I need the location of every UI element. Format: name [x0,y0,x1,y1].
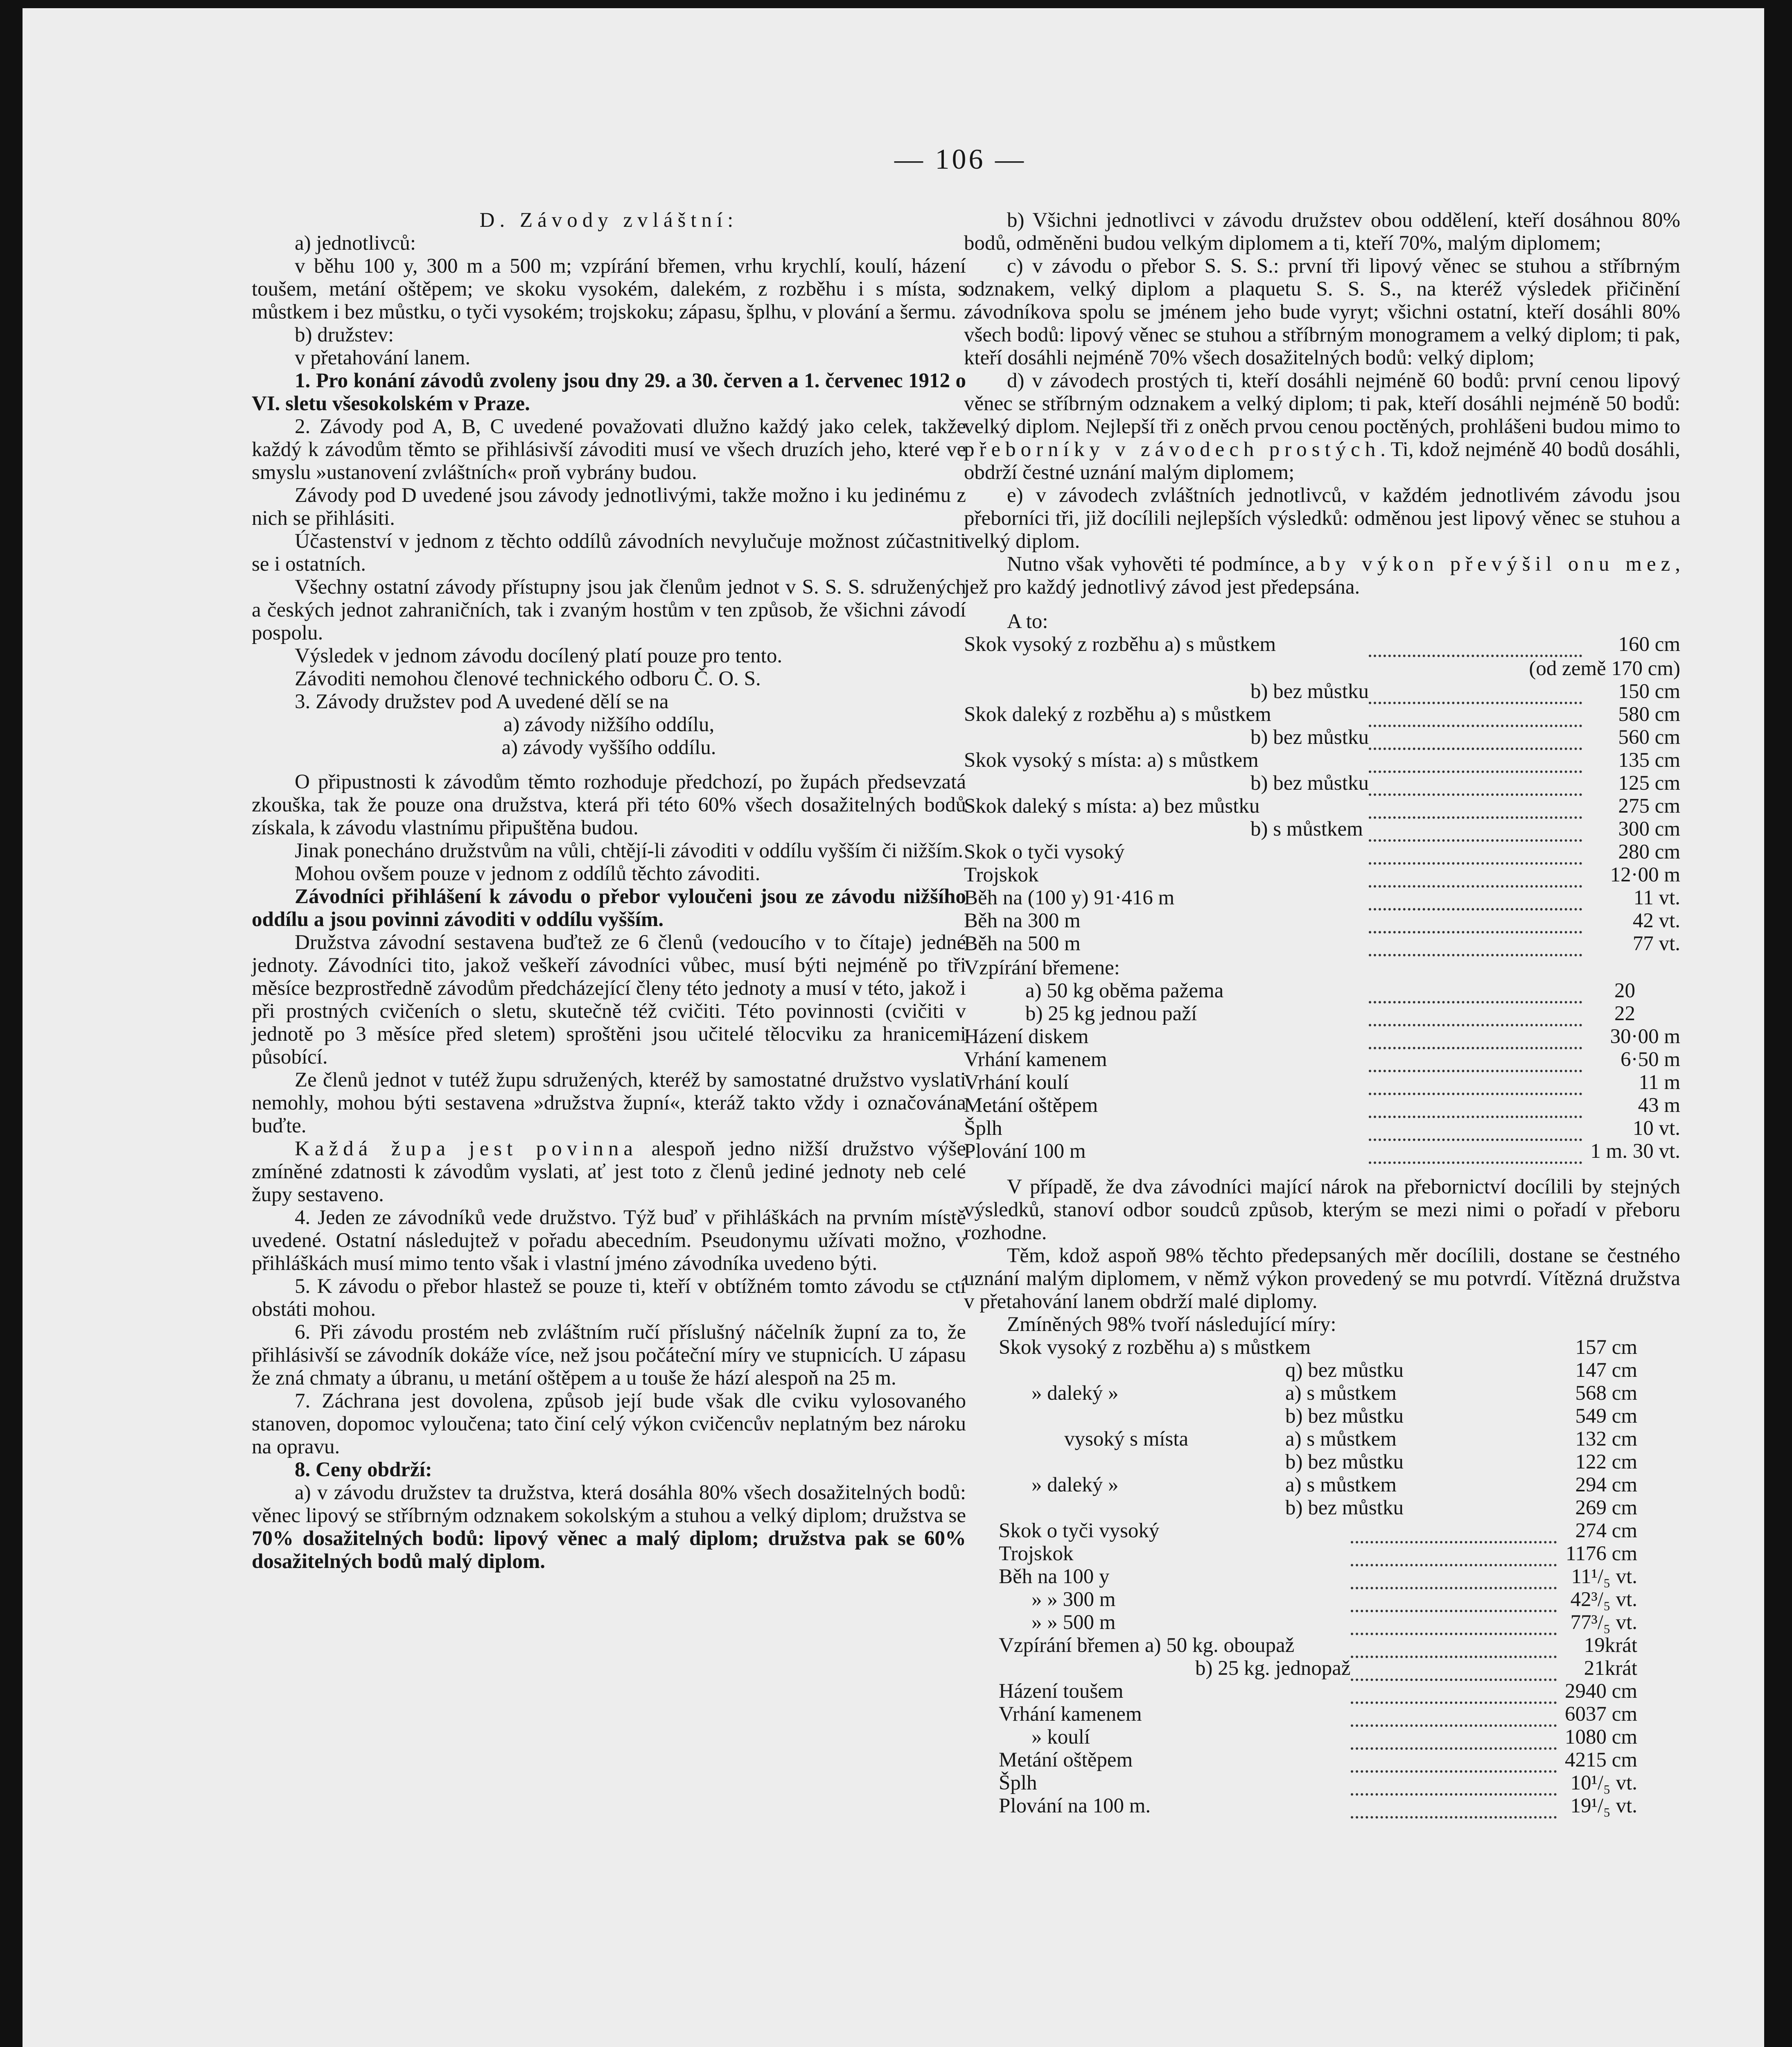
left-column [252,209,966,1573]
table-row [999,1634,1637,1657]
table-cell: Plování 100 m [964,1140,1086,1163]
table-cell-value: 157 cm [1575,1336,1637,1359]
table-cell: Vrhání kamenem [964,1048,1107,1071]
table-cell-value: 150 cm [1618,680,1680,703]
table-cell: » » 500 m [1031,1611,1116,1634]
paragraph: e) v závodech zvláštních jednotlivců, v každém jednotlivém závodu jsou přeborníci tři, již docílili nejlepších výsledků: odměnou jest lipový věnec se stuhou a velký diplom. [964,484,1680,553]
table-cell: b) 25 kg. jednopaž [1195,1657,1351,1680]
paragraph: c) v závodu o přebor S. S. S.: první tři lipový věnec se stuhou a stříbrným odznakem, velký diplom a plaquetu S. S. S., na kteréž výsledek přičinění závodníkova spolu se jménem jeho bude vyryt; všichni ostatní, kteří dosáhli 80% všech bodů: lipový věnec se stuhou a stříbrným monogramem a velký diplom; ti pak, kteří dosáhli nejméně 70% všech dosažitelných bodů: velký diplom; [964,255,1680,369]
table-cell: Házení toušem [999,1680,1124,1703]
paragraph-text: . Ti, kdož nejméně 40 bodů dosáhli, obdrží čestné uznání malým diplomem; [964,438,1680,484]
table-cell-value: 19krát [1584,1634,1637,1657]
table-cell-value: 580 cm [1618,703,1680,726]
table-row [964,1025,1680,1048]
paragraph: A to: [1007,610,1048,633]
table-cell-value: 20 [1614,979,1635,1002]
table-cell: » » 300 m [1031,1588,1116,1611]
table-cell-value: 122 cm [1575,1451,1637,1473]
table-cell-value: 42³/₅ vt. [1570,1588,1637,1611]
table-row [964,818,1680,840]
table-cell: Vrhání koulí [964,1071,1069,1094]
table-row [964,979,1680,1002]
row-label: vysoký s místa [1064,1428,1189,1451]
table-cell: Skok o tyči vysoký [964,840,1125,863]
table-cell: » koulí [1031,1726,1090,1749]
row-sublabel: a) s můstkem [1285,1382,1397,1405]
table-row [999,1726,1637,1749]
table-row [999,1382,1637,1405]
table-cell-value: 30·00 m [1610,1025,1680,1048]
table-row [964,1140,1680,1163]
table-cell: Vzpírání břemene: [964,956,1120,979]
table-cell-value: 269 cm [1575,1496,1637,1519]
spaced-text: Každá župa jest povinna [295,1137,638,1160]
paragraph: Všechny ostatní závody přístupny jsou jak členům jednot v S. S. S. sdružených a českých jednot zahraničních, tak i zvaným hostům v ten způsob, že všichni závodí pospolu. [252,576,966,644]
spaced-text: přeborníky v závodech prostých [964,438,1381,461]
paragraph: V případě, že dva závodníci mající nárok na přebornictví docílili by stejných výsledků, stanoví odbor soudců způsob, kterým se mezi nimi o pořadí v přeboru rozhodne. [964,1175,1680,1244]
paragraph: Jinak ponecháno družstvům na vůli, chtějí-li závoditi v oddílu vyšším či nižším. [295,839,964,862]
table-cell: Skok vysoký z rozběhu a) s můstkem [964,633,1276,656]
table-cell-value: 274 cm [1575,1519,1637,1542]
table-row [999,1336,1637,1359]
table-row [999,1588,1637,1611]
percent98-table [999,1336,1637,1519]
table-cell-value: 77 vt. [1632,932,1680,955]
table-row [999,1428,1637,1451]
table-cell: Vrhání kamenem [999,1703,1142,1726]
paragraph: Zmíněných 98% tvoří následující míry: [1007,1313,1336,1336]
row-label: » daleký » [1031,1382,1119,1405]
paragraph: 5. K závodu o přebor hlastež se pouze ti, kteří v obtížném tomto závodu se ctí obstáti mohou. [252,1275,966,1321]
paragraph: Závoditi nemohou členové technického odboru Č. O. S. [295,667,761,690]
table-cell-value: 2940 cm [1564,1680,1637,1703]
table-row [999,1703,1637,1726]
table-cell-value: 549 cm [1575,1405,1637,1428]
paragraph: 4. Jeden ze závodníků vede družstvo. Týž buď v přihláškách na prvním místě uvedené. Ostatní následujtež v pořadu abecedním. Pseudonymu užívati možno, v přihláškách musí mimo tento však i vlastní jméno závodníka uvedeno býti. [252,1206,966,1275]
table-cell [999,1428,1543,1451]
paragraph: Těm, kdož aspoň 98% těchto předepsaných měr docílili, dostane se čestného uznání malým diplomem, v němž výkon provedený se mu potvrdí. Vítězná družstva v přetahování lanem obdrží malé diplomy. [964,1244,1680,1313]
table-cell-value: 11¹/₅ vt. [1571,1565,1637,1588]
table-row [964,772,1680,795]
table-row [999,1771,1637,1794]
table-cell [999,1473,1543,1496]
table-cell-value: 560 cm [1618,726,1680,749]
table-cell-value: 1 m. 30 vt. [1590,1140,1680,1163]
table-row [999,1657,1637,1680]
table-row [964,726,1680,749]
table-cell-value: 10 vt. [1632,1117,1680,1140]
table-row [999,1359,1637,1382]
table-cell: b) bez můstku [1250,772,1369,795]
paragraph: 8. Ceny obdrží: [295,1458,432,1481]
subheading-teams: b) družstev: [295,323,394,346]
table-row [964,886,1680,909]
percent98-table-dotted [999,1519,1637,1819]
right-column [964,209,1680,1819]
paragraph-text: , jež pro každý jednotlivý závod jest předepsána. [964,553,1680,599]
paragraph-emphasis: Závodníci přihlášení k závodu o přebor vyloučeni jsou ze závodu nižšího oddílu a jsou povinni závoditi v oddílu vyšším. [252,885,966,931]
table-row [964,633,1680,656]
paragraph: O připustnosti k závodům těmto rozhoduje předchozí, po župách předsevzatá zkouška, tak že pouze ona družstva, která při této 60% všech dosažitelných bodů získala, k závodu vlastnímu připuštěna budou. [252,770,966,839]
table-cell-value: 43 m [1638,1094,1680,1117]
paragraph: 7. Záchrana jest dovolena, způsob její bude však dle cviku vylosovaného stanoven, dopomoc vyloučena; tato činí celý výkon cvičencův neplatným bez nároku na opravu. [252,1390,966,1458]
table-cell: Skok o tyči vysoký [999,1519,1160,1542]
table-row [964,840,1680,863]
table-cell-value: 568 cm [1575,1382,1637,1405]
table-cell: Trojskok [964,863,1039,886]
paragraph: 3. Závody družstev pod A uvedené dělí se na [295,690,669,713]
table-cell-value: 132 cm [1575,1428,1637,1451]
table-cell-value: 160 cm [1618,633,1680,656]
table-cell: Skok daleký z rozběhu a) s můstkem [964,703,1271,726]
table-cell-value: 125 cm [1618,772,1680,795]
table-cell: b) bez můstku [1250,726,1369,749]
paragraph: v běhu 100 y, 300 m a 500 m; vzpírání břemen, vrhu krychlí, koulí, házení toušem, metání oštěpem; ve skoku vysokém, dalekém, z rozběhu i s místa, s můstkem i bez můstku, o tyči vysokém; trojskoku; zápasu, šplhu, v plování a šermu. [252,255,966,323]
table-cell: b) bez můstku [1285,1405,1404,1428]
table-row [964,1117,1680,1140]
table-row [964,656,1680,680]
table-row [964,749,1680,772]
table-cell-value: 10¹/₅ vt. [1570,1771,1637,1794]
table-row [964,1002,1680,1025]
table-cell-value: 135 cm [1618,749,1680,772]
table-cell: b) s můstkem [1250,818,1363,840]
table-row [964,863,1680,886]
table-row [999,1749,1637,1771]
table-cell-value: 11 m [1639,1071,1680,1094]
paragraph [964,553,1680,599]
paragraph: Ze členů jednot v tutéž župu sdružených, kteréž by samostatné družstvo vyslati nemohly, mohou býti sestavena »družstva župní«, kteráž takto vždy i označována buďte. [252,1069,966,1137]
paragraph: 2. Závody pod A, B, C uvedené považovati dlužno každý jako celek, takže každý k závodům těmto se přihlásivší závoditi musí ve všech druzích jeho, které ve smyslu »ustanovení zvláštních« proň vybrány budou. [252,415,966,484]
table-cell-value: 6037 cm [1564,1703,1637,1726]
table-cell-value: 6·50 m [1620,1048,1680,1071]
paragraph-dates: 1. Pro konání závodů zvoleny jsou dny 29. a 30. červen a 1. červenec 1912 o VI. sletu všesokolském v Praze. [252,369,966,415]
table-row [999,1794,1637,1817]
table-cell-value: 42 vt. [1632,909,1680,932]
row-sublabel: a) s můstkem [1285,1473,1397,1496]
paragraph-text: a) v závodu družstev ta družstva, která dosáhla 80% všech dosažitelných bodů: věnec lipový se stříbrným odznakem sokolským a stuhou a velký diplom; družstva se [252,1481,966,1527]
paragraph [964,369,1680,484]
section-heading: D. Závody zvláštní: [479,209,738,232]
table-row [999,1451,1637,1473]
table-cell-value: 1176 cm [1565,1542,1637,1565]
paragraph: Účastenství v jednom z těchto oddílů závodních nevylučuje možnost zúčastniti se i ostatních. [252,530,966,576]
table-cell-value: 12·00 m [1610,863,1680,886]
table-cell-value: 300 cm [1618,818,1680,840]
table-row [999,1473,1637,1496]
table-cell: Skok daleký s místa: a) bez můstku [964,795,1260,818]
table-cell: a) 50 kg oběma pažema [1025,979,1224,1002]
table-cell: b) 25 kg jednou paží [1025,1002,1197,1025]
table-row [964,680,1680,703]
table-cell-value: 19¹/₅ vt. [1570,1794,1637,1817]
paragraph [252,1137,966,1206]
table-row [999,1519,1637,1542]
table-row [999,1542,1637,1565]
table-cell-value: 294 cm [1575,1473,1637,1496]
table-cell: Házení diskem [964,1025,1089,1048]
table-cell-value: 275 cm [1618,795,1680,818]
table-cell: Běh na 500 m [964,932,1081,955]
limits-table [964,633,1680,1164]
row-label: » daleký » [1031,1473,1119,1496]
table-cell: (od země 170 cm) [1529,657,1680,680]
paragraph: Výsledek v jednom závodu docílený platí pouze pro tento. [295,644,783,667]
table-row [964,1094,1680,1117]
table-cell: Běh na 100 y [999,1565,1110,1588]
table-cell: b) bez můstku [1250,680,1369,703]
table-cell-value: 280 cm [1618,840,1680,863]
document-page [23,8,1764,2047]
paragraph: Závody pod D uvedené jsou závody jednotlivými, takže možno i ku jedinému z nich se přihlásiti. [252,484,966,530]
table-cell-value: 1080 cm [1564,1726,1637,1749]
table-row [964,703,1680,726]
table-row [999,1611,1637,1634]
table-cell-value: 147 cm [1575,1359,1637,1382]
paragraph: v přetahování lanem. [295,346,471,369]
table-cell: Skok vysoký s místa: a) s můstkem [964,749,1259,772]
subheading-individuals: a) jednotlivců: [295,232,416,255]
table-row [964,1048,1680,1071]
table-cell-value: 11 vt. [1633,886,1680,909]
row-sublabel: a) s můstkem [1285,1428,1397,1451]
table-cell-value: 21krát [1584,1657,1637,1680]
table-row [999,1565,1637,1588]
paragraph-text-bold: 70% dosažitelných bodů: lipový věnec a malý diplom; družstva pak se 60% dosažitelných bodů malý diplom. [252,1527,966,1573]
table-row [999,1405,1637,1428]
paragraph-text: d) v závodech prostých ti, kteří dosáhli nejméně 60 bodů: první cenou lipový věnec se stříbrným odznakem a velký diplom; ti pak, kteří dosáhli nejméně 50 bodů: velký diplom. Nejlepší tři z oněch prvou cenou poctěných, prohlášeni budou mimo to [964,369,1680,438]
table-row [964,1071,1680,1094]
table-cell: Běh na 300 m [964,909,1081,932]
table-row [999,1680,1637,1703]
table-row [964,795,1680,818]
table-cell: Šplh [964,1117,1002,1140]
table-cell: Šplh [999,1771,1037,1794]
table-cell: Plování na 100 m. [999,1794,1151,1817]
table-cell: Metání oštěpem [964,1094,1098,1117]
table-cell: Vzpírání břemen a) 50 kg. oboupaž [999,1634,1295,1657]
table-row [964,909,1680,932]
table-cell: Trojskok [999,1542,1074,1565]
table-cell: q) bez můstku [1285,1359,1404,1382]
table-cell: Běh na (100 y) 91·416 m [964,886,1175,909]
table-cell: Metání oštěpem [999,1749,1133,1771]
table-cell [999,1382,1543,1405]
list-item: a) závody vyššího oddílu. [501,736,716,759]
table-row [964,932,1680,955]
paragraph-text: Nutno však vyhověti té podmínce, [1007,553,1306,576]
list-item: a) závody nižšího oddílu, [503,713,715,736]
table-cell-value: 22 [1614,1002,1635,1025]
paragraph: Družstva závodní sestavena buďtež ze 6 členů (vedoucího v to čítaje) jedné jednoty. Závodníci tito, jakož veškeří závodníci vůbec, musí býti nejméně po tři měsíce bezprostředně závodům předcházející členy této jednoty a musí v této, jakož i při prostných cvičeních o sletu, skutečně též cvičiti. Této povinnosti (cvičiti v jednotě po 3 měsíce před sletem) sproštěni jsou učitelé tělocviku za hranicemi působící. [252,931,966,1069]
table-cell-value: 77³/₅ vt. [1570,1611,1637,1634]
paragraph: b) Všichni jednotlivci v závodu družstev obou oddělení, kteří dosáhnou 80% bodů, odměněni budou velkým diplomem a ti, kteří 70%, malým diplomem; [964,209,1680,255]
paragraph [252,1481,966,1573]
table-cell-value: 4215 cm [1564,1749,1637,1771]
table-cell: Skok vysoký z rozběhu a) s můstkem [999,1336,1311,1359]
table-cell: b) bez můstku [1285,1496,1404,1519]
page-number: — 106 — [894,144,1026,175]
paragraph-text: alespoň jedno nižší družstvo výše zmíněné zdatnosti k závodům vyslati, ať jest toto z členů jediné jednoty neb celé župy sestaveno. [252,1137,966,1206]
table-cell: b) bez můstku [1285,1451,1404,1473]
spaced-text: aby výkon převýšil onu mez [1305,553,1675,576]
paragraph: 6. Při závodu prostém neb zvláštním ručí příslušný náčelník župní za to, že přihlásivší se závodník dokáže více, než jsou počáteční míry ve stupnicích. U zápasu že zná chmaty a úbranu, u metání oštěpem a u touše že hází alespoň na 25 m. [252,1321,966,1390]
paragraph: Mohou ovšem pouze v jednom z oddílů těchto závoditi. [295,862,761,885]
table-row [999,1496,1637,1519]
table-row [964,955,1680,979]
